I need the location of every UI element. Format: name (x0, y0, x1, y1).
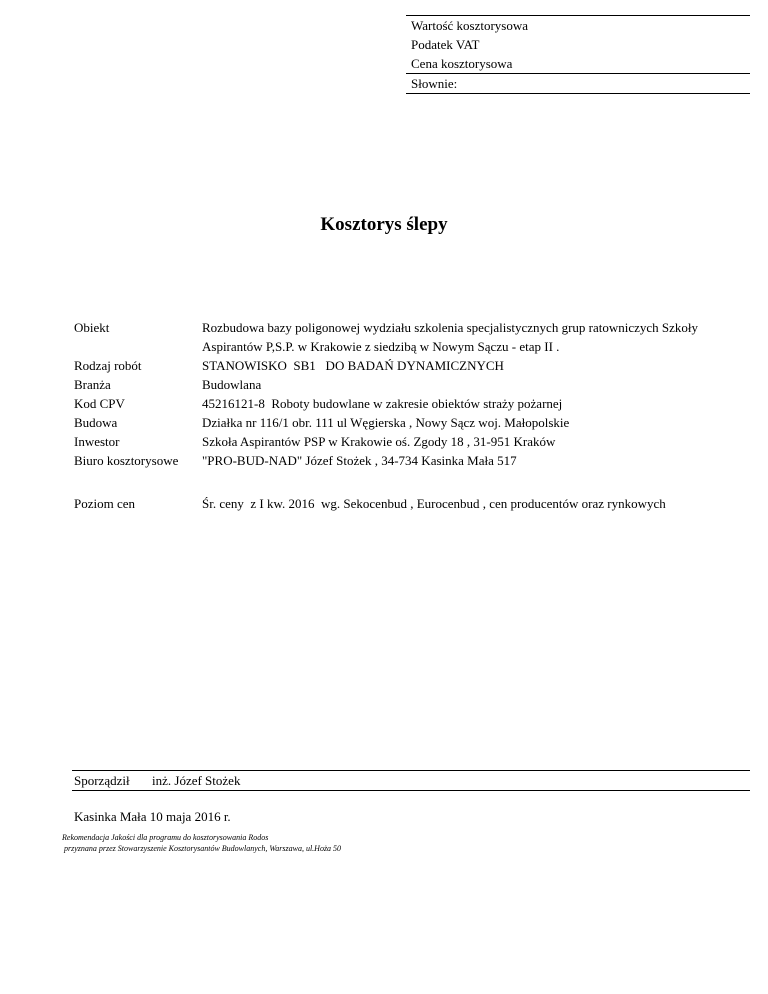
page-title: Kosztorys ślepy (320, 214, 448, 235)
info-label: Kod CPV (74, 396, 125, 411)
info-row-construction (74, 413, 754, 432)
info-row-work-type (74, 356, 754, 375)
footnote-line-2: przyznana przez Stowarzyszenie Kosztorysantów Budowlanych, Warszawa, ul.Hoża 50 (62, 844, 342, 853)
info-row-object (74, 318, 754, 356)
cost-summary-block (406, 15, 750, 94)
info-label: Branża (74, 377, 111, 392)
info-value: Śr. ceny z I kw. 2016 wg. Sekocenbud , Eurocenbud , cen producentów oraz rynkowych (202, 496, 666, 511)
info-value: STANOWISKO SB1 DO BADAŃ DYNAMICZNYCH (202, 358, 504, 373)
prepared-by-name: inż. Józef Stożek (152, 773, 241, 788)
prepared-bottom-rule (72, 790, 750, 791)
info-label: Rodzaj robót (74, 358, 142, 373)
info-value: Rozbudowa bazy poligonowej wydziału szkolenia specjalistycznych grup ratowniczych Szkoły Aspirantów P,S.P. w Krakowie z siedzibą w Nowym Sączu - etap II . (202, 320, 699, 354)
vat-label: Podatek VAT (411, 37, 480, 52)
info-label: Poziom cen (74, 496, 136, 511)
prepared-by-block (72, 770, 750, 791)
summary-bottom-rule (406, 93, 750, 94)
amount-in-words-label: Słownie: (411, 76, 458, 91)
info-label: Obiekt (74, 320, 110, 335)
prepared-by-row (72, 771, 750, 790)
footnote-line-1: Rekomendacja Jakości dla programu do kosztorysowania Rodos (62, 833, 269, 842)
info-label: Biuro kosztorysowe (74, 453, 179, 468)
prepared-by-label: Sporządził (74, 773, 130, 788)
info-value: Szkoła Aspirantów PSP w Krakowie oś. Zgody 18 , 31-951 Kraków (202, 434, 556, 449)
info-value: Budowlana (202, 377, 262, 392)
quality-footnote (62, 832, 341, 854)
info-row-price-level (74, 494, 754, 513)
info-row-office (74, 451, 754, 470)
info-row-cpv (74, 394, 754, 413)
info-label: Inwestor (74, 434, 120, 449)
place-and-date: Kasinka Mała 10 maja 2016 r. (74, 809, 231, 824)
info-value: "PRO-BUD-NAD" Józef Stożek , 34-734 Kasinka Mała 517 (202, 453, 517, 468)
info-label: Budowa (74, 415, 118, 430)
estimated-price-label: Cena kosztorysowa (411, 56, 513, 71)
info-row-investor (74, 432, 754, 451)
info-value: Działka nr 116/1 obr. 111 ul Węgierska , Nowy Sącz woj. Małopolskie (202, 415, 570, 430)
info-value: 45216121-8 Roboty budowlane w zakresie obiektów straży pożarnej (202, 396, 563, 411)
info-row-branch (74, 375, 754, 394)
estimated-value-label: Wartość kosztorysowa (411, 18, 529, 33)
project-info-table (74, 318, 754, 513)
